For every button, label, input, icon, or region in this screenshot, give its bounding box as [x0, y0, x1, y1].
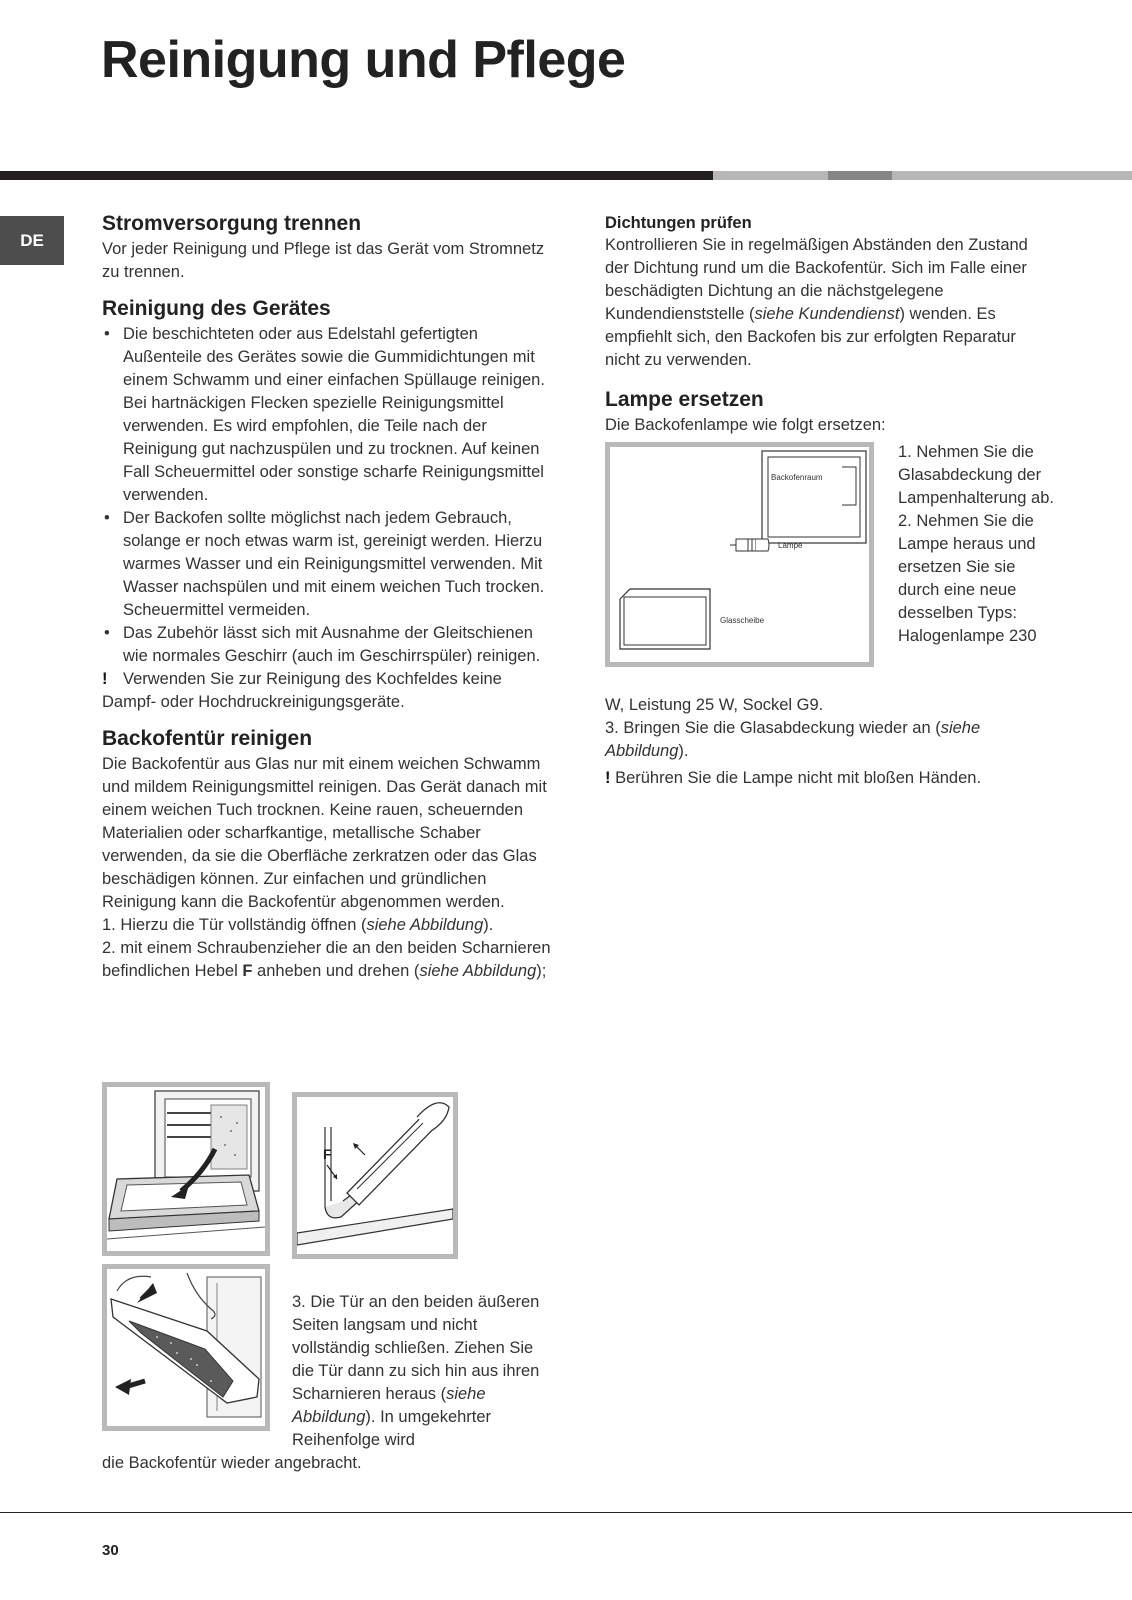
door-step-1: 1. Hierzu die Tür vollständig öffnen (siehe Abbildung). — [102, 916, 494, 934]
header-rule-light-end — [892, 171, 1132, 180]
lamp-steps-continued — [605, 694, 1055, 790]
lamp-step-cont: W, Leistung 25 W, Sockel G9. — [605, 696, 824, 714]
warning-icon: ! — [605, 769, 611, 787]
lamp-intro: Die Backofenlampe wie folgt ersetzen: — [605, 416, 886, 434]
right-column — [605, 212, 1055, 437]
glass-label: Glasscheibe — [720, 616, 765, 625]
lamp-heading: Lampe ersetzen — [605, 388, 764, 411]
cleaning-list — [102, 323, 557, 668]
power-text: Vor jeder Reinigung und Pflege ist das Gerät vom Stromnetz zu trennen. — [102, 240, 545, 281]
cleaning-item: • Der Backofen sollte möglichst nach jedem Gebrauch, solange er noch etwas warm ist, gereinigt werden. Hierzu warmes Wasser und ein Reinigungsmittel verwenden. Mit Wasser nachspülen und mit einem weichen Tuch trocken. Scheuermittel vermeiden. — [102, 507, 557, 622]
page-number: 30 — [102, 1542, 119, 1559]
door-heading: Backofentür reinigen — [102, 727, 313, 750]
lamp-label: Lampe — [778, 541, 803, 550]
lamp-figure — [605, 442, 874, 667]
left-column — [102, 210, 557, 983]
cleaning-warning — [102, 668, 557, 714]
lamp-warning-text: Berühren Sie die Lampe nicht mit bloßen Händen. — [610, 769, 982, 787]
warning-icon: ! — [102, 670, 108, 688]
lever-f-label: F — [242, 962, 253, 980]
lamp-warning — [605, 767, 1055, 790]
power-heading: Stromversorgung trennen — [102, 212, 362, 235]
oven-label: Backofenraum — [771, 473, 823, 482]
door-intro: Die Backofentür aus Glas nur mit einem weichen Schwamm und mildem Reinigungsmittel reinigen. Das Gerät danach mit einem weichen Tuch trocknen. Keine rauen, scheuernden Materialien oder scharfkantige, metallische Schaber verwenden, da sie die Oberfläche zerkratzen oder das Glas beschädigen können. Zur einfachen und gründlichen Reinigung kann die Backofentür abgenommen werden. — [102, 755, 547, 911]
cleaning-item: • Die beschichteten oder aus Edelstahl gefertigten Außenteile des Gerätes sowie die Gummidichtungen mit einem Schwamm und einer einfachen Spüllauge reinigen. Bei hartnäckigen Flecken spezielle Reinigungsmittel verwenden. Es wird empfohlen, die Teile nach der Reinigung gut nachzuspülen und zu trocknen. Auf keinen Fall Scheuermittel oder sonstige scharfe Reinigungsmittel verwenden. — [102, 323, 557, 507]
hinge-lever-figure — [292, 1092, 458, 1259]
door-step-3-tail: die Backofentür wieder angebracht. — [102, 1454, 362, 1472]
lamp-steps: 1. Nehmen Sie die Glasabdeckung der Lampenhalterung ab. 2. Nehmen Sie die Lampe heraus und ersetzen Sie sie durch eine neue desselben Typs: Halogenlampe 230 — [898, 443, 1054, 645]
seals-heading: Dichtungen prüfen — [605, 214, 752, 232]
seals-text: Kontrollieren Sie in regelmäßigen Abständen den Zustand der Dichtung rund um die Backofentür. Sich im Falle einer beschädigten Dichtung an die nächstgelegene Kundendienststelle (siehe Kundendienst) wenden. Es empfiehlt sich, den Backofen bis zur erfolgten Reparatur nicht zu verwenden. — [605, 236, 1028, 369]
door-open-figure — [102, 1082, 270, 1256]
cleaning-warning-text: Verwenden Sie zur Reinigung des Kochfeldes keine Dampf- oder Hochdruckreinigungsgeräte. — [102, 670, 502, 711]
footer-rule — [0, 1512, 1132, 1513]
header-rule-light — [713, 171, 828, 180]
cleaning-heading: Reinigung des Gerätes — [102, 297, 331, 320]
header-rule-mid — [828, 171, 892, 180]
door-step-3: 3. Die Tür an den beiden äußeren Seiten langsam und nicht vollständig schließen. Ziehen Sie die Tür dann zu sich hin aus ihren Scharnieren heraus (siehe Abbildung). In umgekehrter Reihenfolge wird — [292, 1293, 540, 1449]
cleaning-item: • Das Zubehör lässt sich mit Ausnahme der Gleitschienen wie normales Geschirr (auch im Geschirrspüler) reinigen. — [102, 622, 557, 668]
door-removal-figure — [102, 1264, 270, 1431]
door-step-2: 2. mit einem Schraubenzieher die an den beiden Scharnieren befindlichen Hebel F anheben und drehen (siehe Abbildung); — [102, 939, 551, 980]
page-title: Reinigung und Pflege — [101, 31, 626, 89]
lamp-step-3: 3. Bringen Sie die Glasabdeckung wieder an (siehe Abbildung). — [605, 719, 981, 760]
language-tab: DE — [0, 216, 64, 265]
lever-f-figure-label: F — [323, 1146, 332, 1162]
header-rule-dark — [0, 171, 713, 180]
